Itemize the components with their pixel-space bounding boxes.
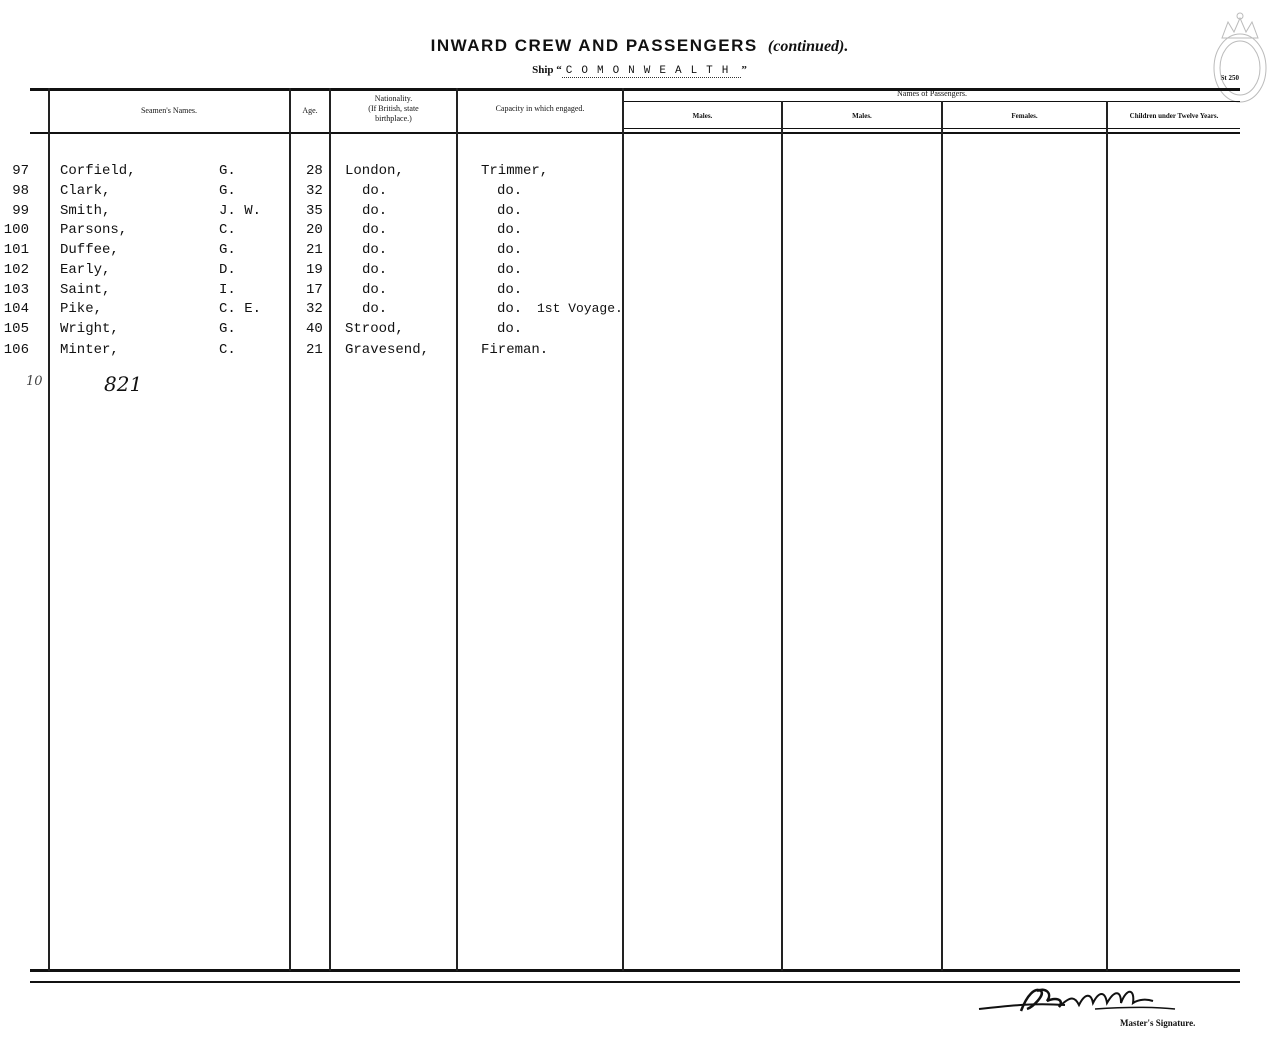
row-initial: I. xyxy=(219,282,236,298)
row-age: 32 xyxy=(306,183,323,199)
row-initial: G. xyxy=(219,183,236,199)
row-capacity: do. xyxy=(497,262,523,278)
header-passengers-group: Names of Passengers. xyxy=(897,89,967,98)
row-initial: G. xyxy=(219,163,236,179)
header-age: Age. xyxy=(302,106,318,115)
header-passenger-males-2: Males. xyxy=(852,112,872,120)
row-number: 105 xyxy=(3,321,29,337)
row-nationality: London, xyxy=(345,163,404,179)
header-passenger-females: Females. xyxy=(1011,112,1038,120)
row-surname: Parsons, xyxy=(60,222,128,238)
row-initial: C. E. xyxy=(219,301,262,317)
header-nationality-line-2: (If British, state xyxy=(368,104,419,113)
row-surname: Smith, xyxy=(60,203,111,219)
title-suffix: (continued). xyxy=(767,38,849,55)
row-capacity: do. xyxy=(497,242,523,258)
row-number: 106 xyxy=(3,342,29,358)
row-age: 20 xyxy=(306,222,323,238)
signature-caption: Master's Signature. xyxy=(1120,1018,1196,1028)
row-initial: C. xyxy=(219,222,236,238)
row-capacity: Trimmer, xyxy=(481,163,549,179)
table-bottom-rule xyxy=(30,969,1240,972)
table-row xyxy=(0,161,640,181)
row-number: 101 xyxy=(3,242,29,258)
row-age: 40 xyxy=(306,321,323,337)
table-row xyxy=(0,240,640,260)
header-capacity: Capacity in which engaged. xyxy=(495,104,585,113)
row-initial: C. xyxy=(219,342,236,358)
row-note: 1st Voyage. xyxy=(537,301,623,316)
ship-name: COMONWEALTH xyxy=(562,65,742,78)
col-divider-females xyxy=(941,101,943,971)
row-nationality: Strood, xyxy=(345,321,404,337)
ship-suffix: ” xyxy=(741,64,747,76)
row-nationality: do. xyxy=(362,242,388,258)
row-number: 97 xyxy=(12,163,29,179)
row-surname: Wright, xyxy=(60,321,119,337)
form-number: St 250 xyxy=(1220,74,1239,82)
row-nationality: do. xyxy=(362,183,388,199)
row-number: 98 xyxy=(12,183,29,199)
row-initial: J. W. xyxy=(219,203,262,219)
table-row xyxy=(0,299,640,319)
header-bottom-rule xyxy=(30,132,1240,134)
row-nationality: do. xyxy=(362,282,388,298)
form-title xyxy=(0,36,1279,56)
col-divider-males-2 xyxy=(781,101,783,971)
row-number: 103 xyxy=(3,282,29,298)
footer-rule xyxy=(30,981,1240,983)
margin-mark: 10 xyxy=(26,374,43,389)
row-surname: Duffee, xyxy=(60,242,119,258)
row-initial: G. xyxy=(219,321,236,337)
row-capacity: do. xyxy=(497,183,523,199)
row-surname: Minter, xyxy=(60,342,119,358)
row-nationality: do. xyxy=(362,301,388,317)
row-age: 21 xyxy=(306,242,323,258)
ship-prefix: Ship “ xyxy=(532,64,562,76)
header-passenger-males-1: Males. xyxy=(692,112,713,120)
row-age: 32 xyxy=(306,301,323,317)
table-row xyxy=(0,340,640,360)
table-row xyxy=(0,201,640,221)
row-number: 104 xyxy=(3,301,29,317)
row-capacity: do. xyxy=(497,203,523,219)
row-capacity: do. xyxy=(497,282,523,298)
header-passenger-children: Children under Twelve Years. xyxy=(1129,112,1219,120)
row-nationality: do. xyxy=(362,203,388,219)
row-surname: Clark, xyxy=(60,183,111,199)
row-surname: Saint, xyxy=(60,282,111,298)
table-row xyxy=(0,319,640,339)
table-row xyxy=(0,220,640,240)
col-divider-children xyxy=(1106,101,1108,971)
row-nationality: Gravesend, xyxy=(345,342,430,358)
title-text: INWARD CREW AND PASSENGERS xyxy=(430,36,758,55)
table-row xyxy=(0,280,640,300)
row-capacity: do. xyxy=(497,222,523,238)
master-signature-icon xyxy=(975,985,1180,1017)
header-nationality-line-1: Nationality. xyxy=(374,94,413,103)
row-age: 28 xyxy=(306,163,323,179)
passenger-header-rule xyxy=(622,128,1240,129)
row-surname: Early, xyxy=(60,262,111,278)
row-initial: D. xyxy=(219,262,236,278)
row-age: 21 xyxy=(306,342,323,358)
row-initial: G. xyxy=(219,242,236,258)
table-row xyxy=(0,260,640,280)
row-number: 100 xyxy=(3,222,29,238)
header-seamen-names: Seamen's Names. xyxy=(140,106,198,115)
ship-line xyxy=(0,64,1279,77)
row-nationality: do. xyxy=(362,222,388,238)
row-capacity: Fireman. xyxy=(481,342,549,358)
row-age: 35 xyxy=(306,203,323,219)
table-row xyxy=(0,181,640,201)
header-nationality-line-3: birthplace.) xyxy=(375,114,412,123)
handwritten-note: 821 xyxy=(104,372,143,396)
passenger-group-rule xyxy=(622,101,1240,102)
row-capacity: do. xyxy=(497,301,523,317)
row-surname: Corfield, xyxy=(60,163,136,179)
row-number: 99 xyxy=(12,203,29,219)
row-age: 17 xyxy=(306,282,323,298)
row-age: 19 xyxy=(306,262,323,278)
header-nationality xyxy=(331,94,456,124)
row-nationality: do. xyxy=(362,262,388,278)
row-capacity: do. xyxy=(497,321,523,337)
row-number: 102 xyxy=(3,262,29,278)
row-surname: Pike, xyxy=(60,301,103,317)
